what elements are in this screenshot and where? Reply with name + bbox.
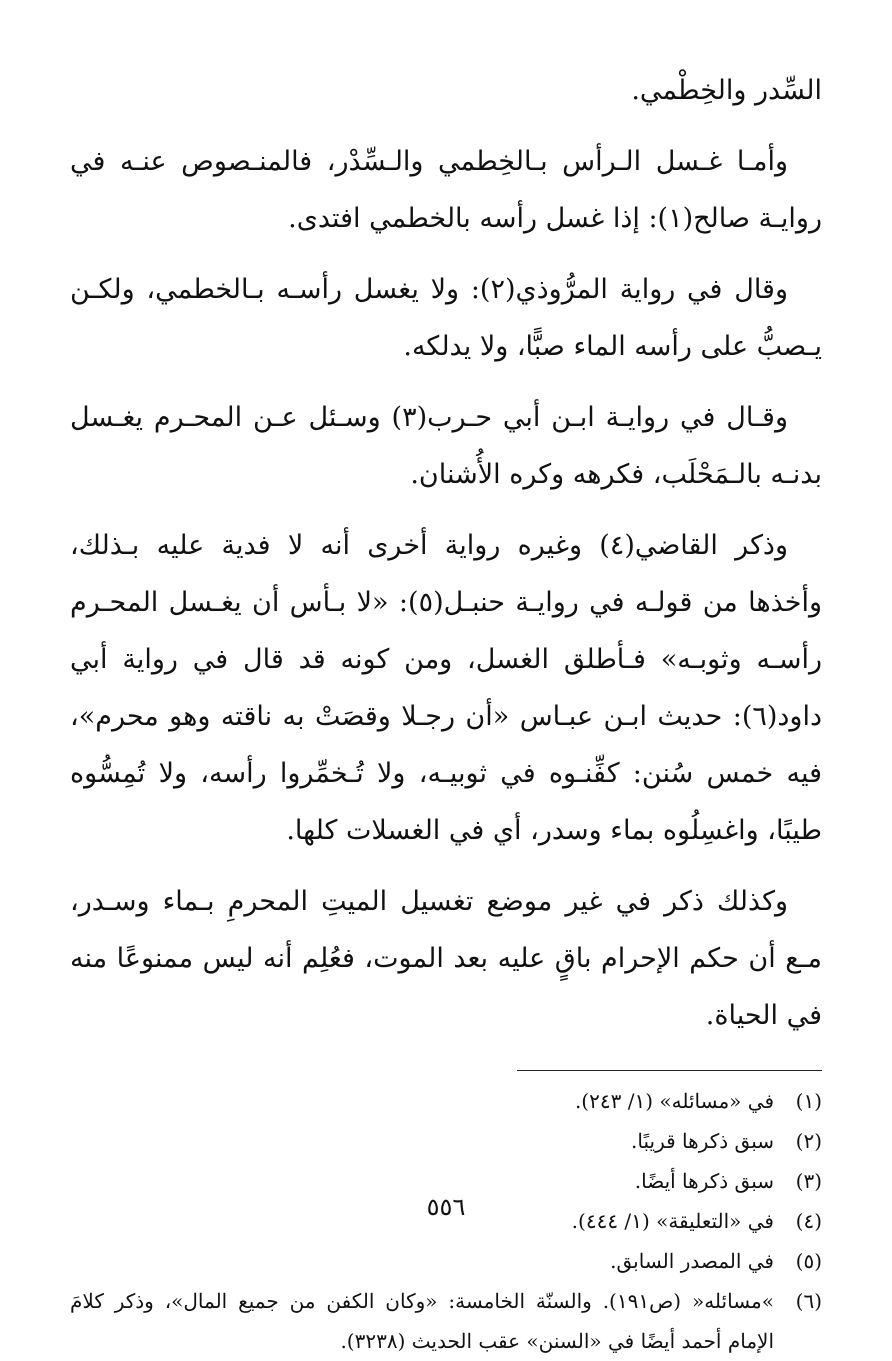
footnote-text: في «التعليقة» (١/ ٤٤٤). (571, 1209, 774, 1233)
footnote-text: سبق ذكرها أيضًا. (634, 1169, 774, 1193)
footnote-text: »مسائله« (ص١٩١). والسنّة الخامسة: «وكان الكفن من جميع المال»، وذكر كلامَ الإمام أحمد أيضًا في «السنن» عقب الحديث (٣٢٣٨). (70, 1289, 774, 1353)
footnote-number: (٥) (795, 1249, 822, 1273)
footnote-2 (70, 1121, 822, 1161)
footnote-1 (70, 1081, 822, 1121)
page-number: ٥٥٦ (426, 1193, 466, 1221)
footnote-number: (٦) (795, 1289, 822, 1313)
page-body (70, 62, 822, 1361)
footnote-number: (٤) (795, 1209, 822, 1233)
footnote-text: في «مسائله» (١/ ٢٤٣). (574, 1089, 774, 1113)
paragraph-4: وقـال في روايـة ابـن أبي حـرب(٣) وسـئل عـن المحـرم يغـسل بدنـه بالـمَحْلَب، فكرهه وكره الأُشنان. (70, 402, 822, 490)
footnotes (70, 1081, 822, 1361)
footnote-6 (70, 1281, 822, 1361)
paragraph-2: وأمـا غـسل الـرأس بـالخِطمي والـسِّدْر، فالمنـصوص عنـه في روايـة صالح(١): إذا غسل رأسه بالخطمي افتدى. (70, 146, 822, 234)
footnote-text: في المصدر السابق. (610, 1249, 774, 1273)
footnote-number: (٣) (795, 1169, 822, 1193)
footnote-number: (٢) (795, 1129, 822, 1153)
paragraph-6: وكذلك ذكر في غير موضع تغسيل الميتِ المحرمِ بـماء وسـدر، مـع أن حكم الإحرام باقٍ عليه بعد الموت، فعُلِم أنه ليس ممنوعًا منه في الحياة. (70, 886, 822, 1031)
paragraph-3: وقال في رواية المرُّوذي(٢): ولا يغسل رأسـه بـالخطمي، ولكـن يـصبُّ على رأسه الماء صبًّا، ولا يدلكه. (70, 274, 822, 362)
footnote-text: سبق ذكرها قريبًا. (631, 1129, 774, 1153)
footnote-5 (70, 1241, 822, 1281)
footnote-divider (517, 1070, 822, 1071)
paragraph-1: السِّدر والخِطْمي. (631, 75, 822, 106)
paragraph-5: وذكر القاضي(٤) وغيره رواية أخرى أنه لا فدية عليه بـذلك، وأخذها من قولـه في روايـة حنبـل(٥): «لا بـأس أن يغـسل المحـرم رأسـه وثوبـه» فـأطلق الغسل، ومن كونه قد قال في رواية أبي داود(٦): حديث ابـن عبـاس «أن رجـلا وقصَتْ به ناقته وهو محرم»، فيه خمس سُنن: كفِّنـوه في ثوبيـه، ولا تُـخمِّروا رأسه، ولا تُمِسُّوه طيبًا، واغسِلُوه بماء وسدر، أي في الغسلات كلها. (70, 530, 822, 846)
footnote-number: (١) (795, 1089, 822, 1113)
